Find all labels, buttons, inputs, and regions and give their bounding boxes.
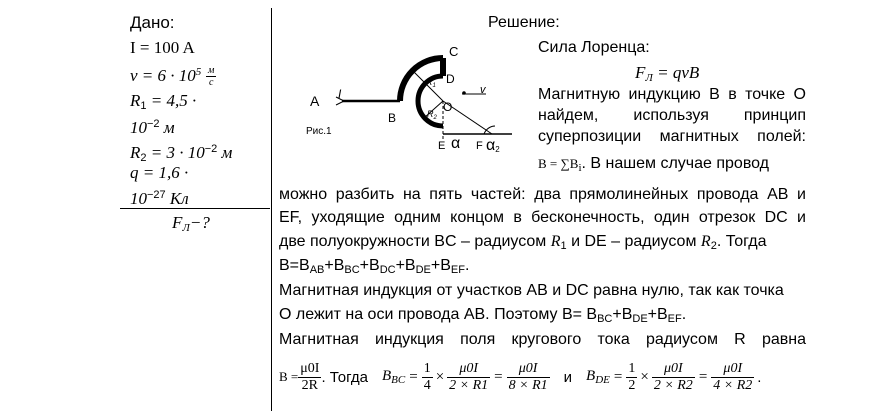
given-q-line1: q = 1,6 ·	[130, 163, 189, 182]
label-b: B	[388, 111, 397, 125]
figure-caption: Рис.1	[306, 126, 332, 137]
p2-line4: $B=B_{AB}+B_{BC}+B_{DC}+B_{DE}+B_{EF}$.	[279, 257, 470, 276]
label-a: A	[310, 93, 320, 109]
given-r2: $R_2 = 3 \cdot 10^{-2}$ м	[130, 143, 233, 164]
given-r1-line2: $10^{-2}$ м	[130, 118, 175, 137]
circular-current-fraction: $\frac{\mu 0I}{2R}$	[300, 360, 320, 393]
p3-line2: O лежит на оси провода AB. Поэтому $B= B_{BC}+B_{DE}+B_{EF}$.	[279, 306, 687, 325]
p3-line1: Магнитная индукция от участков AB и DC равна нулю, так как точка	[279, 282, 784, 299]
label-e: E	[438, 140, 446, 152]
label-r2: $R_2$	[427, 109, 437, 121]
label-alpha2: α2	[486, 137, 500, 154]
given-find: $F_Л-$?	[172, 213, 210, 234]
label-f: F	[476, 140, 483, 152]
lorentz-label: Сила Лоренца:	[538, 39, 650, 56]
circuit-figure	[300, 40, 515, 155]
column-divider	[271, 8, 272, 411]
label-o: O	[443, 100, 453, 114]
p1-line4: $B = \sum B_i$. В нашем случае провод	[538, 155, 770, 174]
formula-row: B = $\frac{\mu 0I}{2R}$ . Тогда $B_{BC}$ = $\frac{1}{4}$ × $\frac{\mu 0I}{2 \times R1}$ = $\frac{\mu 0I}{8 \times R1}$ и $B_{DE}$ = $\frac{1}{2}$ × $\frac{\mu 0I}{2 \times R2}$ = $\frac{\mu 0I}{4 \times R2}$ .	[279, 360, 762, 393]
label-alpha: α	[451, 135, 461, 152]
label-d: D	[446, 72, 455, 86]
label-r1: $R_1$	[426, 77, 436, 89]
given-speed: $v = 6 \cdot 10^5$ $\frac{м}{с}$	[130, 65, 215, 89]
given-q-line2: $10^{-27}$ Кл	[130, 189, 189, 208]
label-c: C	[449, 44, 459, 59]
label-i: I	[338, 87, 342, 101]
p1-line2: найдем, используя принцип	[538, 107, 806, 124]
lorentz-formula: $F_Л$ = qvB	[635, 63, 700, 84]
p2-line3: две полуокружности BC – радиусом $R_1$ и DE – радиусом $R_2$. Тогда	[279, 233, 767, 252]
superposition-formula: $B = \sum B_i$	[538, 156, 582, 174]
given-current: I = 100 A	[130, 38, 195, 57]
p2-line2: EF, уходящие одним концом в бесконечность, один отрезок DC и	[279, 209, 806, 226]
given-r1-line1: $R_1 = 4,5$ ·	[130, 91, 197, 112]
given-title: Дано:	[130, 13, 175, 32]
label-v: v	[480, 84, 486, 96]
p2-line1: можно разбить на пять частей: два прямолинейных провода AB и	[279, 186, 806, 203]
solution-heading: Решение:	[488, 14, 560, 31]
p1-line3: суперпозиции магнитных полей:	[538, 128, 806, 145]
p1-line1: Магнитную индукцию B в точке O	[538, 86, 806, 103]
p4-line1: Магнитная индукция поля кругового тока радиусом R равна	[279, 331, 806, 348]
